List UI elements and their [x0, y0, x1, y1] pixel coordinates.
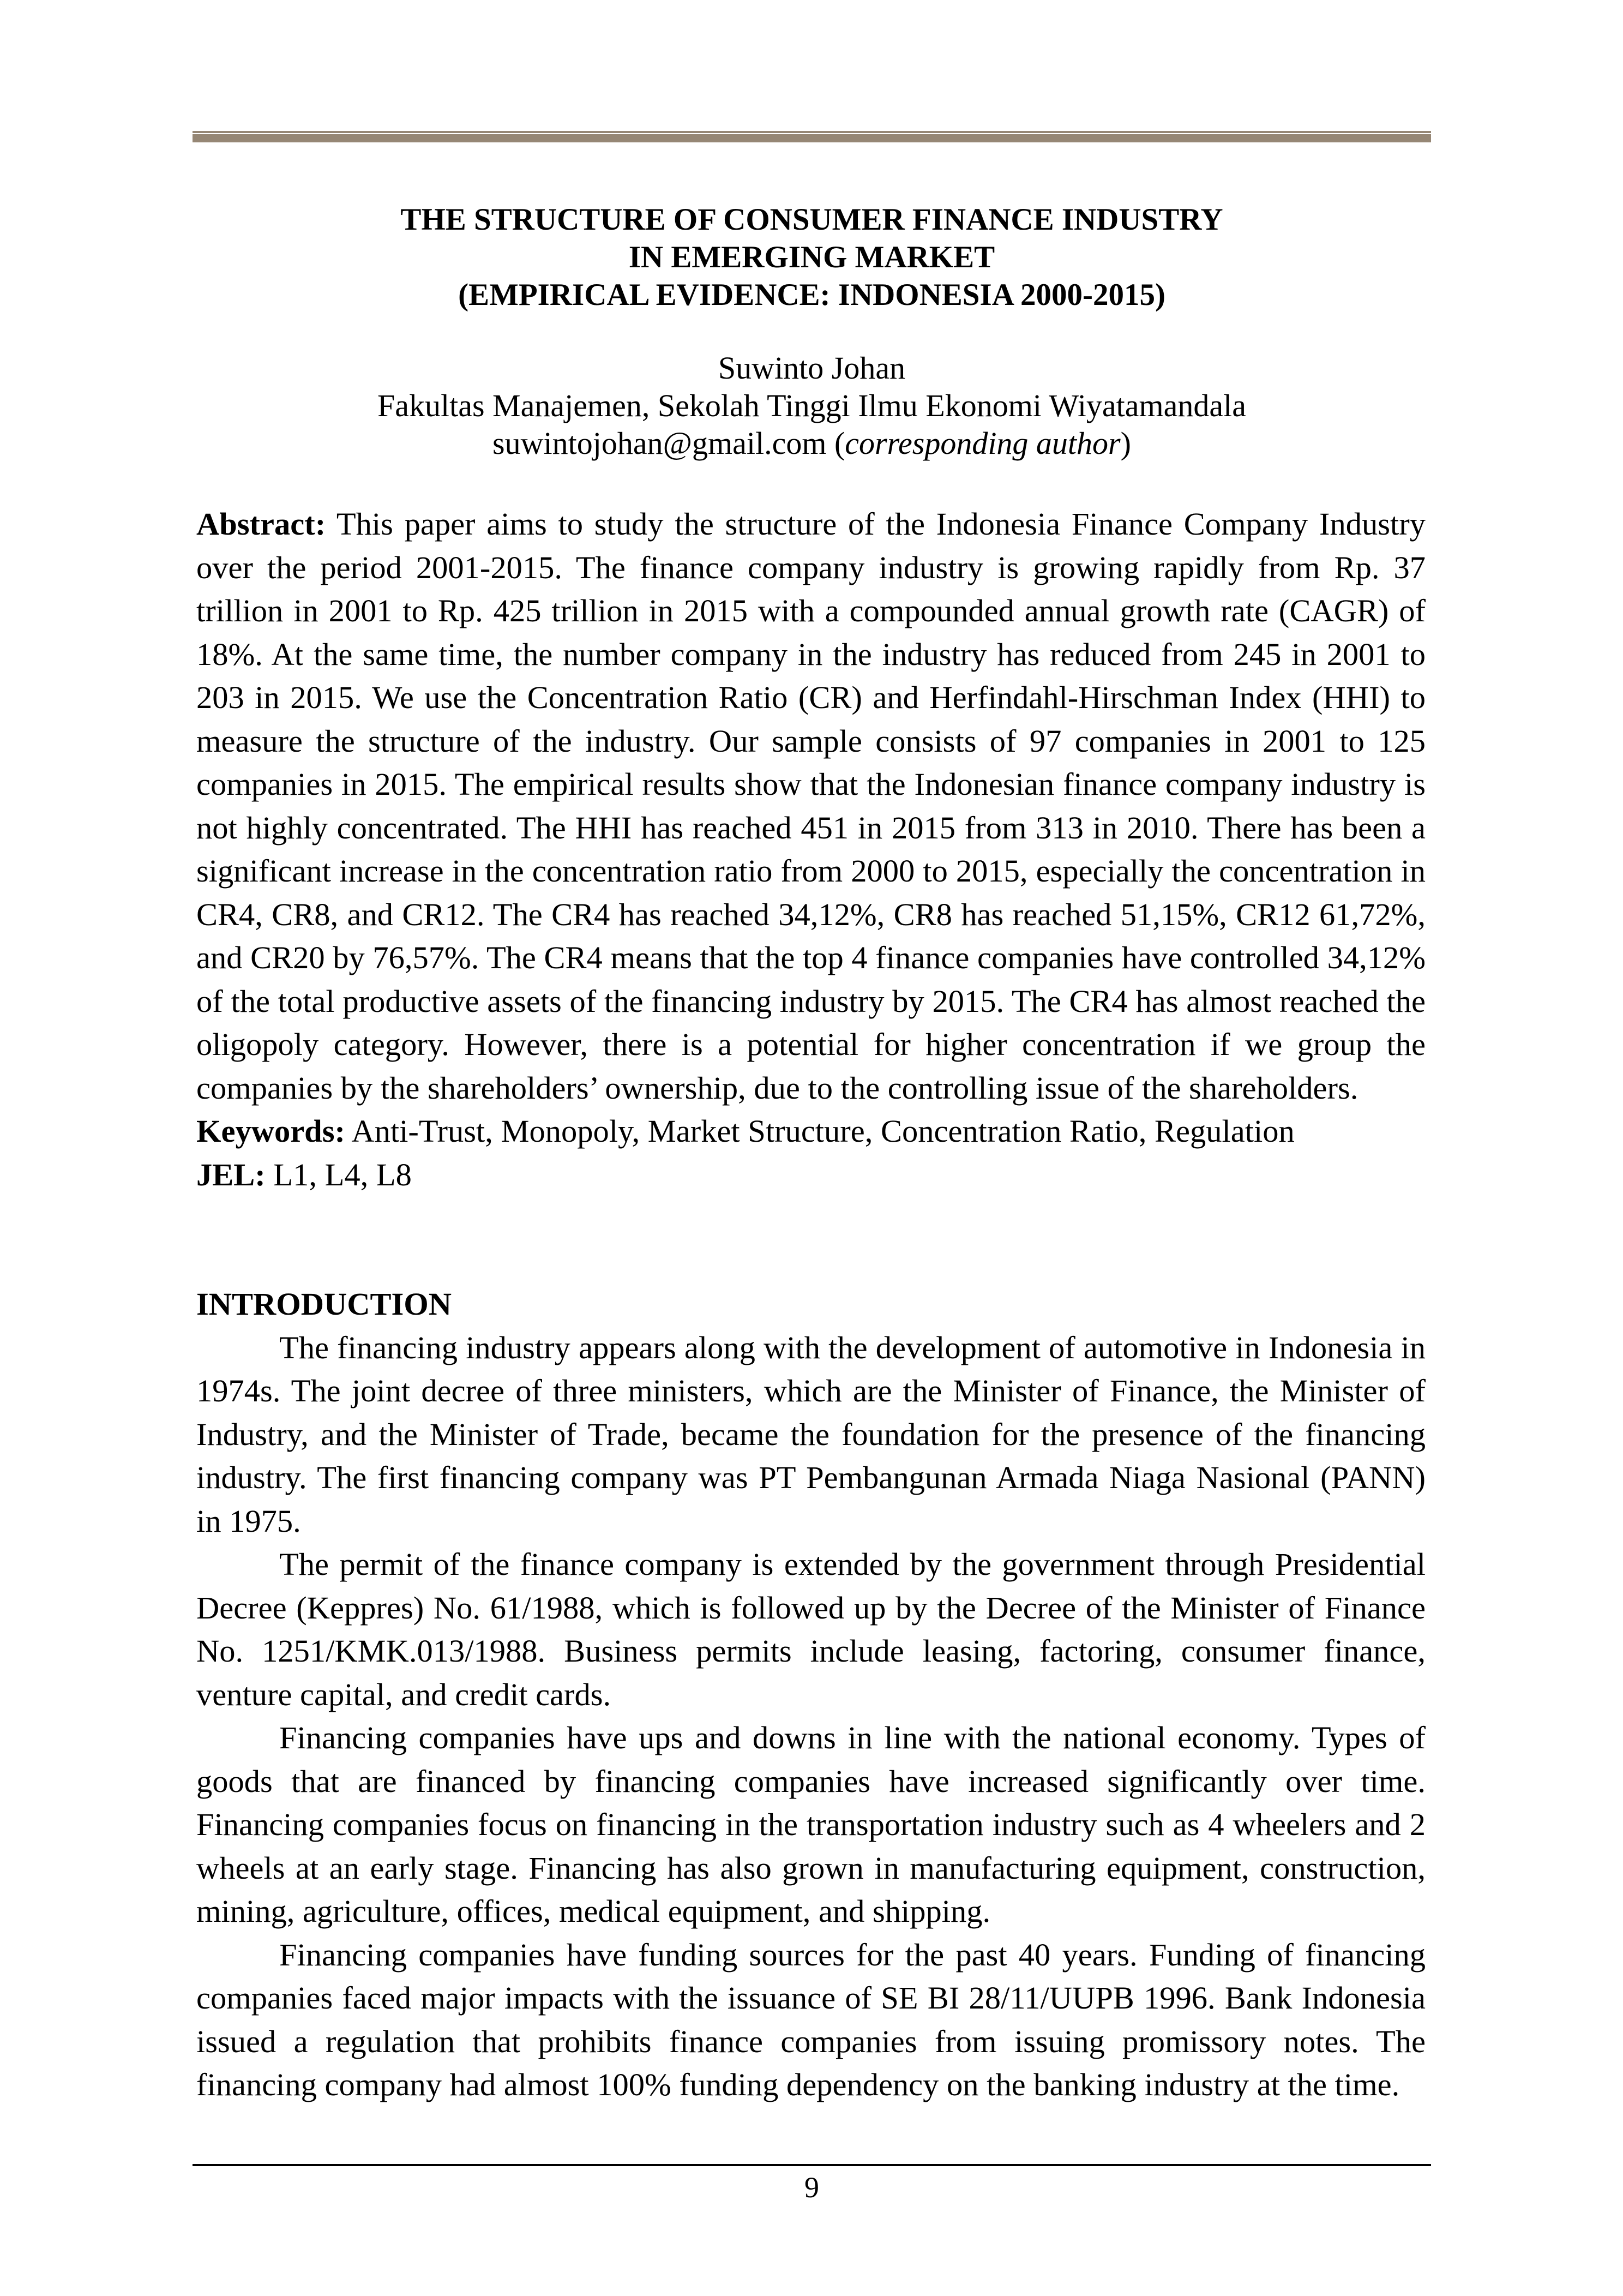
jel-text: L1, L4, L8 — [265, 1156, 412, 1192]
page-number: 9 — [804, 2171, 819, 2204]
keywords-label: Keywords: — [196, 1113, 345, 1149]
footer-rule — [193, 2164, 1431, 2166]
author-name: Suwinto Johan — [718, 350, 906, 386]
introduction-heading: INTRODUCTION — [196, 1286, 452, 1322]
keywords-text: Anti-Trust, Monopoly, Market Structure, Concentration Ratio, Regulation — [345, 1113, 1295, 1149]
header-rule-thick — [193, 134, 1431, 142]
intro-paragraph-1: The financing industry appears along with the development of automotive in Indonesia in 1974s. The joint decree of three ministers, which are the Minister of Finance, the Minister of Industry, and the Minister of Trade, became the foundation for the presence of the financing industry. The first financing company was PT Pembangunan Armada Niaga Nasional (PANN) in 1975. — [196, 1329, 1426, 1539]
title-line-1: THE STRUCTURE OF CONSUMER FINANCE INDUSTRY — [400, 202, 1223, 237]
abstract-paragraph — [196, 502, 1426, 1110]
abstract-label: Abstract: — [196, 506, 326, 542]
keywords-line — [196, 1110, 1426, 1153]
author-affiliation: Fakultas Manajemen, Sekolah Tinggi Ilmu Ekonomi Wiyatamandala — [377, 388, 1246, 423]
jel-line — [196, 1153, 1426, 1197]
author-block — [193, 349, 1431, 462]
header-rule-thin — [193, 131, 1431, 133]
abstract-section — [196, 502, 1426, 1196]
author-email[interactable]: suwintojohan@gmail.com — [492, 425, 827, 461]
paper-title — [193, 201, 1431, 314]
author-role-close: ) — [1120, 425, 1131, 461]
author-role-open: ( — [826, 425, 845, 461]
author-contact — [193, 424, 1431, 462]
introduction-section — [196, 1282, 1426, 2107]
abstract-text: This paper aims to study the structure of the Indonesia Finance Company Industry over the period 2001-2015. The finance company industry is growing rapidly from Rp. 37 trillion in 2001 to Rp. 425 trillion in 2015 with a compounded annual growth rate (CAGR) of 18%. At the same time, the number company in the industry has reduced from 245 in 2001 to 203 in 2015. We use the Concentration Ratio (CR) and Herfindahl-Hirschman Index (HHI) to measure the structure of the industry. Our sample consists of 97 companies in 2001 to 125 companies in 2015. The empirical results show that the Indonesian finance company industry is not highly concentrated. The HHI has reached 451 in 2015 from 313 in 2010. There has been a significant increase in the concentration ratio from 2000 to 2015, especially the concentration in CR4, CR8, and CR12. The CR4 has reached 34,12%, CR8 has reached 51,15%, CR12 61,72%, and CR20 by 76,57%. The CR4 means that the top 4 finance companies have controlled 34,12% of the total productive assets of the financing industry by 2015. The CR4 has almost reached the oligopoly category. However, there is a potential for higher concentration if we group the companies by the shareholders’ ownership, due to the controlling issue of the shareholders. — [196, 506, 1426, 1106]
intro-paragraph-4: Financing companies have funding sources for the past 40 years. Funding of financing companies faced major impacts with the issuance of SE BI 28/11/UUPB 1996. Bank Indonesia issued a regulation that prohibits finance companies from issuing promissory notes. The financing company had almost 100% funding dependency on the banking industry at the time. — [196, 1937, 1426, 2102]
intro-paragraph-3: Financing companies have ups and downs in line with the national economy. Types of goods that are financed by financing companies have increased significantly over time. Financing companies focus on financing in the transportation industry such as 4 wheelers and 2 wheels at an early stage. Financing has also grown in manufacturing equipment, construction, mining, agriculture, offices, medical equipment, and shipping. — [196, 1720, 1426, 1929]
title-line-3: (EMPIRICAL EVIDENCE: INDONESIA 2000-2015) — [458, 278, 1165, 312]
title-line-2: IN EMERGING MARKET — [628, 240, 995, 274]
intro-paragraph-2: The permit of the finance company is extended by the government through Presidential Decree (Keppres) No. 61/1988, which is followed up by the Decree of the Minister of Finance No. 1251/KMK.013/1988. Business permits include leasing, factoring, consumer finance, venture capital, and credit cards. — [196, 1546, 1426, 1712]
author-role: corresponding author — [845, 425, 1121, 461]
jel-label: JEL: — [196, 1156, 266, 1192]
